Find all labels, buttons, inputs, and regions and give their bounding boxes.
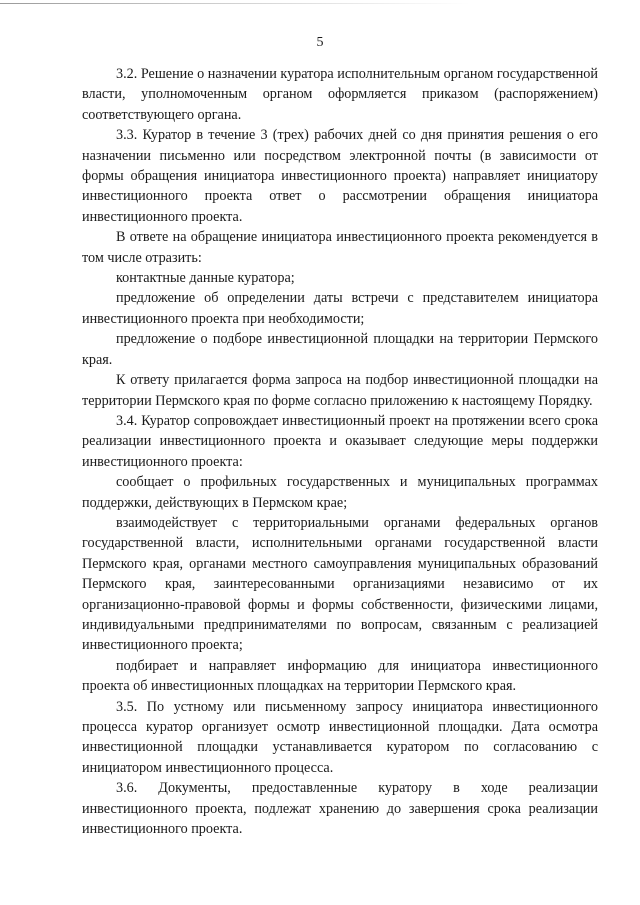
document-body: [82, 64, 598, 839]
list-item-interaction: взаимодействует с территориальными органами федеральных органов государственной власти, исполнительными органами государственной власти Пермского края, органами местного самоуправления муниципальных образований Пермского края, заинтересованными организациями независимо от их организационно-правовой формы и формы собственности, физическими лицами, индивидуальными предпринимателями по вопросам, связанным с реализацией инвестиционного проекта;: [82, 514, 598, 654]
list-item-info-sites: подбирает и направляет информацию для инициатора инвестиционного проекта об инвестиционных площадках на территории Пермского края.: [82, 657, 598, 695]
list-item-programs: сообщает о профильных государственных и муниципальных программах поддержки, действующих в Пермском крае;: [82, 474, 598, 511]
paragraph-3-3: 3.3. Куратор в течение 3 (трех) рабочих дней со дня принятия решения о его назначении письменно или посредством электронной почты (в зависимости от формы обращения инициатора инвестиционного проекта) направляет инициатору инвестиционного проекта ответ о рассмотрении обращения инициатора инвестиционного проекта.: [82, 127, 598, 225]
paragraph-3-6: 3.6. Документы, предоставленные куратору в ходе реализации инвестиционного проекта, подлежат хранению до завершения срока реализации инвестиционного проекта.: [82, 780, 598, 838]
list-item-contacts: контактные данные куратора;: [116, 270, 295, 287]
paragraph-response-intro: В ответе на обращение инициатора инвестиционного проекта рекомендуется в том числе отразить:: [82, 229, 598, 266]
list-item-site-selection: предложение о подборе инвестиционной площадки на территории Пермского края.: [82, 331, 598, 368]
scan-artifact-line: [0, 3, 470, 4]
paragraph-3-4: 3.4. Куратор сопровождает инвестиционный проект на протяжении всего срока реализации инвестиционного проекта и оказывает следующие меры поддержки инвестиционного проекта:: [82, 412, 598, 470]
list-item-meeting: предложение об определении даты встречи с представителем инициатора инвестиционного проекта при необходимости;: [82, 290, 598, 327]
page-number: 5: [316, 35, 324, 50]
paragraph-attachment: К ответу прилагается форма запроса на подбор инвестиционной площадки на территории Пермского края по форме согласно приложению к настоящему Порядку.: [82, 372, 598, 409]
paragraph-3-2: 3.2. Решение о назначении куратора исполнительным органом государственной власти, уполномоченным органом оформляется приказом (распоряжением) соответствующего органа.: [82, 66, 598, 123]
paragraph-3-5: 3.5. По устному или письменному запросу инициатора инвестиционного процесса куратор организует осмотр инвестиционной площадки. Дата осмотра инвестиционной площадки устанавливается куратором по согласованию с инициатором инвестиционного процесса.: [82, 698, 598, 776]
